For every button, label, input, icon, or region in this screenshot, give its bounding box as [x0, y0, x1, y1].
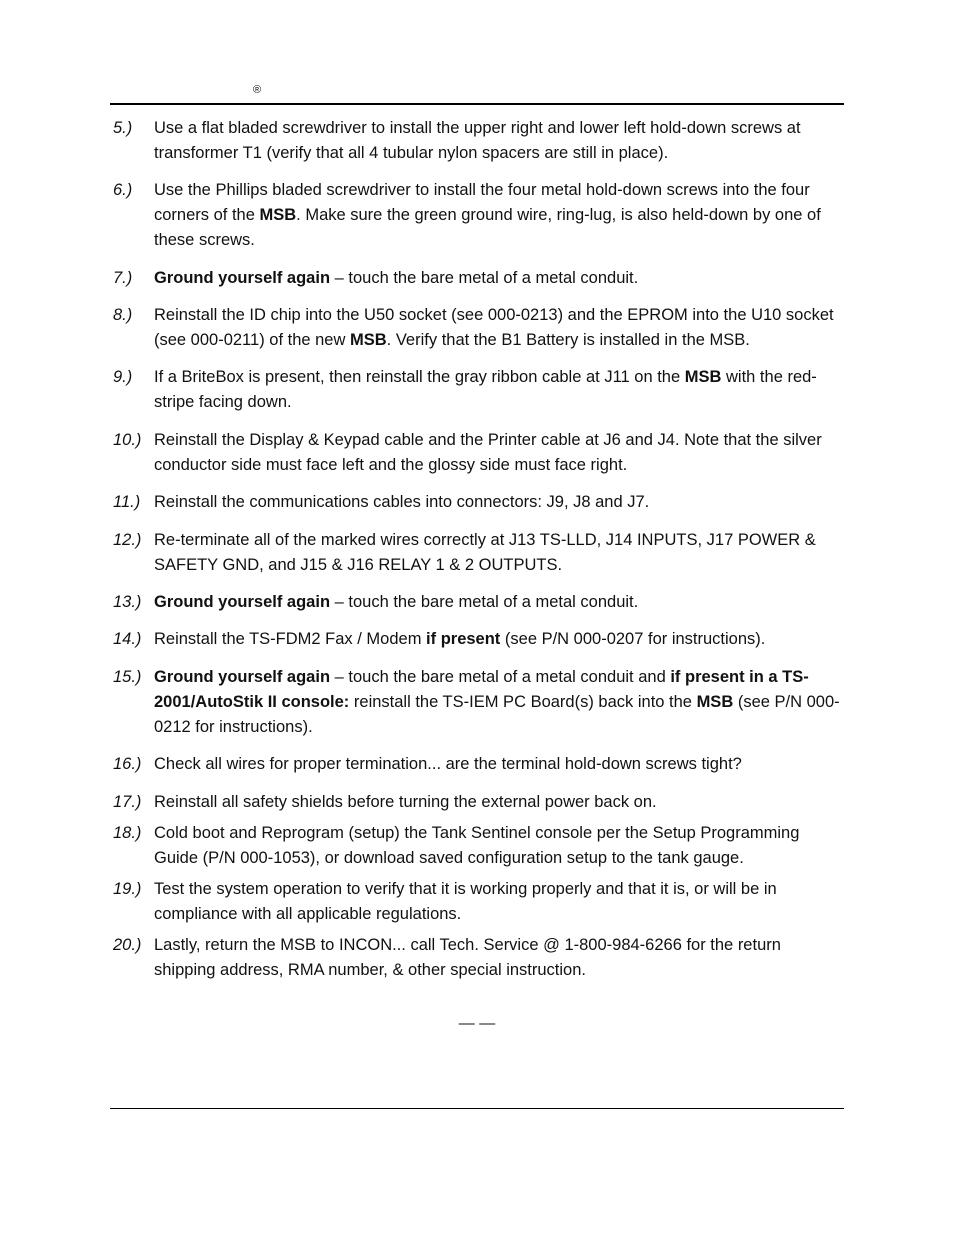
step-text-run: Lastly, return the MSB to INCON... call Tech. Service @ 1-800-984-6266 for the return shipping address, RMA number, & other special instruction. — [154, 936, 781, 979]
step-text — [154, 627, 846, 652]
step-text-bold: MSB — [696, 693, 734, 711]
step-text-run: If a BriteBox is present, then reinstall the gray ribbon cable at J11 on the — [154, 368, 685, 386]
step-text — [154, 877, 846, 927]
header-rule — [110, 103, 844, 105]
step-text — [154, 590, 846, 615]
step-text-bold: MSB — [259, 206, 297, 224]
step-text — [154, 428, 846, 478]
step-text-run: Reinstall the ID chip into the U50 socket (see 000-0213) and the EPROM into the U10 socket (see 000-0211) of the new — [154, 306, 834, 349]
step-text — [154, 178, 846, 253]
registered-trademark-mark: ® — [253, 84, 262, 96]
step-text-run: Re-terminate all of the marked wires correctly at J13 TS-LLD, J14 INPUTS, J17 POWER & SAFETY GND, and J15 & J16 RELAY 1 & 2 OUTPUTS. — [154, 531, 816, 574]
step-number: 10.) — [113, 431, 142, 449]
step-text-run: (see P/N 000-0212 for instructions). — [154, 693, 840, 736]
step-text — [154, 528, 846, 578]
step-text-run: Test the system operation to verify that it is working properly and that it is, or will be in compliance with all applicable regulations. — [154, 880, 777, 923]
step-text-run: (see P/N 000-0207 for instructions). — [500, 630, 766, 648]
step-text — [154, 665, 846, 740]
step-text-run: Reinstall all safety shields before turning the external power back on. — [154, 793, 657, 811]
step-text-run: Reinstall the TS-FDM2 Fax / Modem — [154, 630, 427, 648]
step-text — [154, 933, 846, 983]
step-text — [154, 116, 846, 166]
step-text-run: reinstall the TS-IEM PC Board(s) back into the — [349, 693, 697, 711]
step-number: 12.) — [113, 531, 142, 549]
step-number: 19.) — [113, 880, 142, 898]
step-text-bold: MSB — [350, 331, 387, 349]
step-number: 8.) — [113, 306, 133, 324]
step-text-bold: Ground yourself again — [154, 668, 331, 686]
step-number: 16.) — [113, 755, 142, 773]
step-text-bold: if present — [426, 630, 501, 648]
step-text-run: Use the Phillips bladed screwdriver to install the four metal hold-down screws into the four corners of the — [154, 181, 810, 224]
step-text-bold: Ground yourself again — [154, 269, 331, 287]
step-number: 17.) — [113, 793, 142, 811]
step-number: 13.) — [113, 593, 142, 611]
footer-rule — [110, 1108, 844, 1109]
step-number: 11.) — [113, 493, 141, 511]
step-text — [154, 365, 846, 415]
step-text-run: Cold boot and Reprogram (setup) the Tank Sentinel console per the Setup Programming Guide (P/N 000-1053), or download saved configuration setup to the tank gauge. — [154, 824, 800, 867]
step-text — [154, 752, 846, 777]
step-text — [154, 790, 846, 815]
step-text-run: with the red-stripe facing down. — [154, 368, 817, 411]
step-text-run: Use a flat bladed screwdriver to install the upper right and lower left hold-down screws at transformer T1 (verify that all 4 tubular nylon spacers are still in place). — [154, 119, 801, 162]
step-text-run: . Verify that the B1 Battery is installed in the MSB. — [386, 331, 750, 349]
page-number-marker: — — — [458, 1015, 496, 1032]
step-number: 6.) — [113, 181, 133, 199]
step-text — [154, 490, 846, 515]
step-number: 14.) — [113, 630, 142, 648]
step-number: 7.) — [113, 269, 133, 287]
step-text — [154, 303, 846, 353]
step-number: 5.) — [113, 119, 133, 137]
step-number: 20.) — [113, 936, 142, 954]
step-text-run: Reinstall the communications cables into connectors: J9, J8 and J7. — [154, 493, 650, 511]
step-text-run: Reinstall the Display & Keypad cable and the Printer cable at J6 and J4. Note that the silver conductor side must face left and the glossy side must face right. — [154, 431, 822, 474]
step-text-run: Check all wires for proper termination... are the terminal hold-down screws tight? — [154, 755, 742, 773]
step-text-run: . Make sure the green ground wire, ring-lug, is also held-down by one of these screws. — [154, 206, 821, 249]
step-text-bold: Ground yourself again — [154, 593, 331, 611]
step-number: 18.) — [113, 824, 142, 842]
step-text-bold: MSB — [684, 368, 722, 386]
step-text — [154, 821, 846, 871]
step-text-run: – touch the bare metal of a metal conduit. — [330, 593, 639, 611]
step-text — [154, 266, 846, 291]
step-number: 9.) — [113, 368, 133, 386]
step-text-run: – touch the bare metal of a metal conduit. — [330, 269, 639, 287]
step-text-bold: if present in a TS-2001/AutoStik II console: — [154, 668, 809, 711]
step-text-run: – touch the bare metal of a metal conduit and — [330, 668, 671, 686]
step-number: 15.) — [113, 668, 142, 686]
